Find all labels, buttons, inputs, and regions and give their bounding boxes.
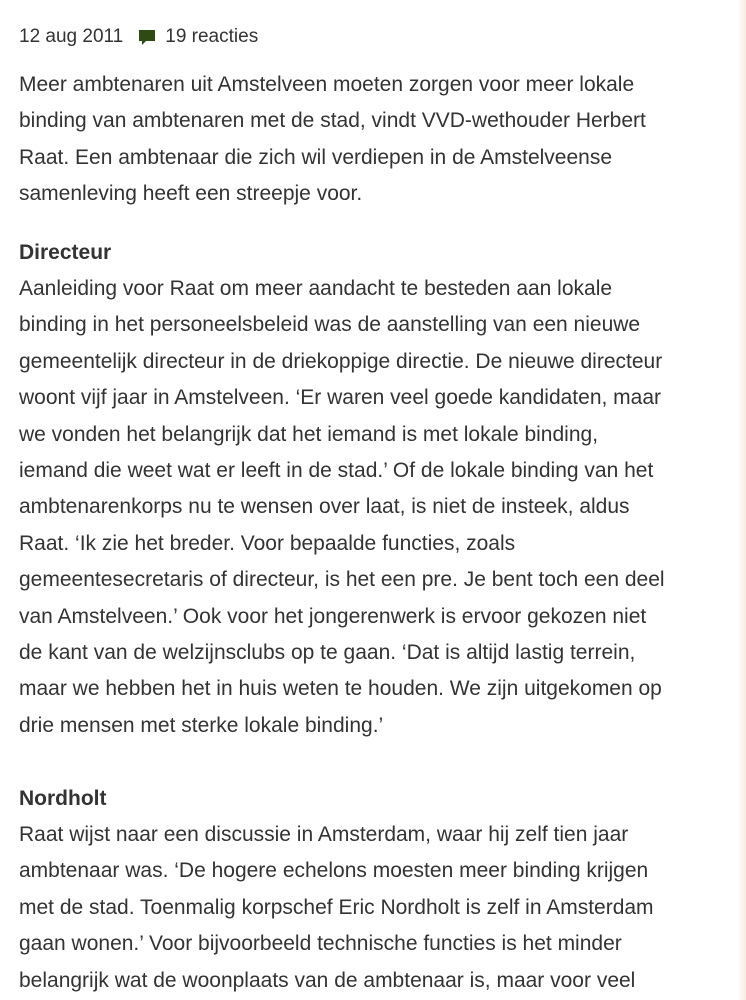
section-heading-nordholt: Nordholt [19,787,107,810]
paragraph-line: met de stad. Toenmalig korpschef Eric Nordholt is zelf in Amsterdam [19,895,654,919]
paragraph-line: Aanleiding voor Raat om meer aandacht te besteden aan lokale [19,277,613,300]
paragraph-line: belangrijk wat de woonplaats van de ambtenaar is, maar voor veel [19,968,636,992]
publish-date: 12 aug 2011 [19,26,124,47]
paragraph-line: Raat wijst naar een discussie in Amsterdam, waar hij zelf tien jaar [19,823,629,846]
page-edge-shadow [738,0,746,1000]
paragraph-line: gemeentelijk directeur in de driekoppige directie. De nieuwe directeur [19,349,663,373]
paragraph-line: maar we hebben het in huis weten te houden. We zijn uitgekomen op [19,677,662,701]
nordholt-paragraph [19,817,709,999]
paragraph-line: iemand die weet wat er leeft in de stad.’ Of de lokale binding van het [19,459,654,483]
intro-line: binding van ambtenaren met de stad, vindt VVD-wethouder Herbert [19,109,646,133]
paragraph-line: we vonden het belangrijk dat het iemand is met lokale binding, [19,422,599,446]
intro-line: Meer ambtenaren uit Amstelveen moeten zorgen voor meer lokale [19,73,635,96]
paragraph-line: de kant van de welzijnsclubs op te gaan. ‘Dat is altijd lastig terrein, [19,641,636,665]
paragraph-line: drie mensen met sterke lokale binding.’ [19,713,384,737]
comments-link[interactable]: 19 reacties [165,26,259,47]
directeur-paragraph [19,271,709,744]
article-meta [19,26,258,48]
intro-paragraph [19,67,709,213]
paragraph-line: binding in het personeelsbeleid was de aanstelling van een nieuwe [19,313,641,337]
comment-icon[interactable] [138,28,156,46]
paragraph-line: gemeentesecretaris of directeur, is het een pre. Je bent toch een deel [19,568,665,592]
paragraph-line: woont vijf jaar in Amstelveen. ‘Er waren veel goede kandidaten, maar [19,386,662,410]
paragraph-line: ambtenarenkorps nu te wensen over laat, is niet de insteek, aldus [19,495,630,519]
paragraph-line: van Amstelveen.’ Ook voor het jongerenwerk is ervoor gekozen niet [19,604,647,628]
comment-icon-graphic [138,28,156,46]
paragraph-line: ambtenaar was. ‘De hogere echelons moesten meer binding krijgen [19,859,649,883]
paragraph-line: gaan wonen.’ Voor bijvoorbeeld technische functies is het minder [19,932,622,956]
intro-line: Raat. Een ambtenaar die zich wil verdiepen in de Amstelveense [19,145,613,169]
section-heading-directeur: Directeur [19,241,112,264]
intro-line: samenleving heeft een streepje voor. [19,182,363,206]
paragraph-line: Raat. ‘Ik zie het breder. Voor bepaalde functies, zoals [19,531,516,555]
